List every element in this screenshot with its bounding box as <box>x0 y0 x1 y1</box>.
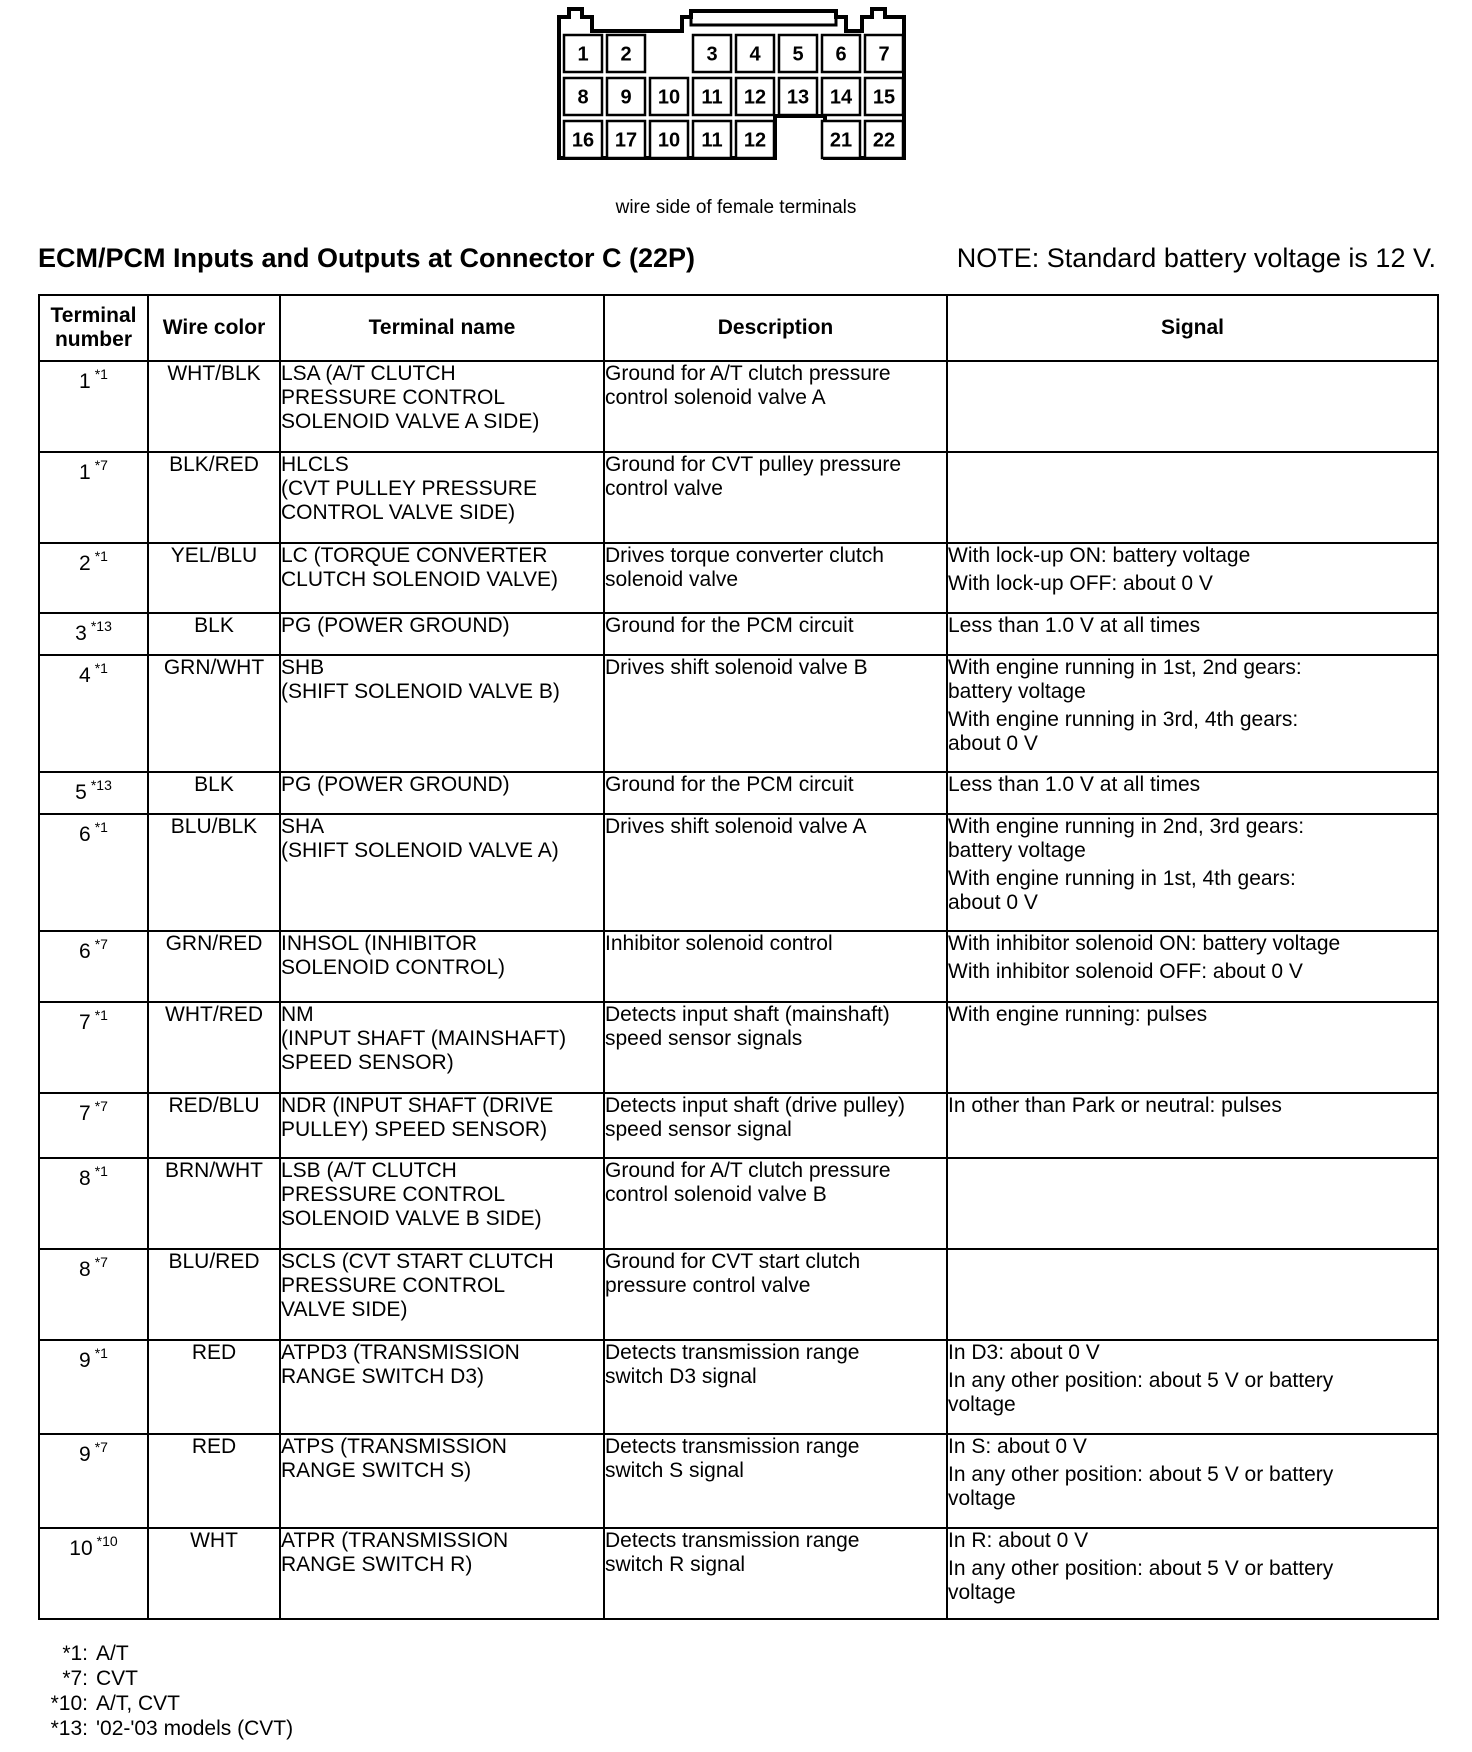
connector-pin <box>650 121 688 158</box>
connector-pin <box>650 78 688 115</box>
terminal-name-line: SOLENOID CONTROL) <box>281 956 506 979</box>
terminal-number-value: 2 <box>79 552 91 575</box>
wire-color: GRN/RED <box>148 931 280 1002</box>
description-line: solenoid valve <box>605 568 739 591</box>
terminal-name <box>280 1528 604 1619</box>
terminal-name-line: NM <box>281 1003 314 1026</box>
terminal-name <box>280 655 604 772</box>
terminal-name <box>280 1340 604 1434</box>
connector-pin <box>822 35 860 72</box>
table-row <box>39 1249 1438 1340</box>
terminal-name-line: HLCLS <box>281 453 349 476</box>
terminal-number-value: 1 <box>79 461 91 484</box>
signal <box>947 452 1438 543</box>
connector-pin <box>607 35 645 72</box>
description <box>604 1093 947 1158</box>
description-line: Drives torque converter clutch <box>605 544 884 567</box>
footnote-ref: *1 <box>94 366 108 382</box>
connector-pin <box>865 121 903 158</box>
terminal-name-line: SHA <box>281 815 325 838</box>
header-description: Description <box>604 295 947 361</box>
signal <box>947 1528 1438 1619</box>
signal <box>947 772 1438 814</box>
description-line: Detects transmission range <box>605 1435 860 1458</box>
footnote-item <box>38 1641 293 1666</box>
terminal-number-value: 6 <box>79 823 91 846</box>
connector-pin-label: 4 <box>749 43 761 66</box>
terminal-number <box>39 931 148 1002</box>
terminal-name-line: PULLEY) SPEED SENSOR) <box>281 1118 548 1141</box>
terminal-name <box>280 1158 604 1249</box>
description-line: control solenoid valve B <box>605 1183 827 1206</box>
connector-pin <box>779 78 817 115</box>
terminal-number <box>39 772 148 814</box>
footnote-key: *10: <box>50 1692 88 1715</box>
signal-line: In any other position: about 5 V or battery voltage <box>948 1557 1334 1604</box>
connector-pin <box>736 35 774 72</box>
terminal-number <box>39 814 148 931</box>
signal-line: With engine running in 2nd, 3rd gears: battery voltage <box>948 815 1305 862</box>
terminal-number-value: 7 <box>79 1102 91 1125</box>
footnote-ref: *1 <box>94 660 108 676</box>
terminal-number <box>39 361 148 452</box>
signal <box>947 1002 1438 1093</box>
terminal-number-value: 7 <box>79 1011 91 1034</box>
header-wire-color: Wire color <box>148 295 280 361</box>
terminal-number-value: 1 <box>79 370 91 393</box>
description <box>604 655 947 772</box>
table-row <box>39 1340 1438 1434</box>
description-line: Detects input shaft (drive pulley) <box>605 1094 905 1117</box>
wire-color: BLK <box>148 772 280 814</box>
description <box>604 613 947 655</box>
connector-pin <box>822 121 860 158</box>
connector-pin-label: 6 <box>835 43 847 66</box>
terminal-name-line: SOLENOID VALVE B SIDE) <box>281 1207 542 1230</box>
description-line: speed sensor signal <box>605 1118 792 1141</box>
connector-pin <box>822 78 860 115</box>
footnote-ref: *1 <box>94 548 108 564</box>
terminal-number-value: 3 <box>75 622 87 645</box>
battery-note: NOTE: Standard battery voltage is 12 V. <box>956 243 1436 273</box>
footnote-ref: *1 <box>94 1007 108 1023</box>
terminal-number-value: 8 <box>79 1258 91 1281</box>
terminal-name-line: (SHIFT SOLENOID VALVE A) <box>281 839 559 862</box>
terminal-number <box>39 1158 148 1249</box>
wire-color: RED/BLU <box>148 1093 280 1158</box>
signal-line: With engine running in 1st, 2nd gears: battery voltage <box>948 656 1302 703</box>
footnote-ref: *1 <box>94 1345 108 1361</box>
terminal-name-line: PRESSURE CONTROL <box>281 1274 506 1297</box>
description-line: Detects input shaft (mainshaft) <box>605 1003 890 1026</box>
connector-pin-label: 5 <box>792 43 804 66</box>
footnote-ref: *7 <box>94 1098 108 1114</box>
terminal-name-line: LSA (A/T CLUTCH <box>281 362 456 385</box>
footnote-ref: *13 <box>90 777 112 793</box>
terminal-name-line: CONTROL VALVE SIDE) <box>281 501 516 524</box>
footnote-text: '02-'03 models (CVT) <box>96 1717 294 1740</box>
terminal-number-value: 9 <box>79 1443 91 1466</box>
description-line: Ground for A/T clutch pressure <box>605 1159 891 1182</box>
table-row <box>39 1528 1438 1619</box>
footnote-item <box>38 1716 293 1741</box>
connector-pin <box>564 35 602 72</box>
description-line: Detects transmission range <box>605 1341 860 1364</box>
wire-color: WHT <box>148 1528 280 1619</box>
footnote-ref: *7 <box>94 457 108 473</box>
terminal-name-line: PG (POWER GROUND) <box>281 773 510 796</box>
description-line: Drives shift solenoid valve B <box>605 656 868 679</box>
terminal-name-line: PG (POWER GROUND) <box>281 614 510 637</box>
terminal-name-line: PRESSURE CONTROL <box>281 386 506 409</box>
description <box>604 772 947 814</box>
signal <box>947 613 1438 655</box>
terminal-name-line: CLUTCH SOLENOID VALVE) <box>281 568 558 591</box>
footnote-key: *7: <box>62 1667 88 1690</box>
description-line: switch D3 signal <box>605 1365 757 1388</box>
signal-line: In any other position: about 5 V or battery voltage <box>948 1369 1334 1416</box>
terminal-name <box>280 543 604 613</box>
table-row <box>39 543 1438 613</box>
signal-line: With inhibitor solenoid ON: battery voltage <box>948 932 1341 955</box>
terminal-name-line: (CVT PULLEY PRESSURE <box>281 477 537 500</box>
description-line: control solenoid valve A <box>605 386 826 409</box>
terminal-name <box>280 1434 604 1528</box>
terminal-name <box>280 452 604 543</box>
wire-color: YEL/BLU <box>148 543 280 613</box>
table-row <box>39 931 1438 1002</box>
signal-line: In R: about 0 V <box>948 1529 1089 1552</box>
description-line: control valve <box>605 477 723 500</box>
header-terminal-name: Terminal name <box>280 295 604 361</box>
description-line: Ground for CVT pulley pressure <box>605 453 902 476</box>
terminal-name-line: (INPUT SHAFT (MAINSHAFT) <box>281 1027 567 1050</box>
terminal-name-line: RANGE SWITCH R) <box>281 1553 473 1576</box>
terminal-number <box>39 655 148 772</box>
terminal-name-line: ATPD3 (TRANSMISSION <box>281 1341 520 1364</box>
terminal-number-value: 6 <box>79 940 91 963</box>
connector-pin <box>736 78 774 115</box>
table-row <box>39 1093 1438 1158</box>
connector-pin-label: 10 <box>657 129 681 152</box>
terminal-name-line: NDR (INPUT SHAFT (DRIVE <box>281 1094 554 1117</box>
description-line: Ground for the PCM circuit <box>605 773 854 796</box>
connector-pin-label: 21 <box>829 129 853 152</box>
connector-latch <box>691 11 836 25</box>
signal <box>947 655 1438 772</box>
header-signal: Signal <box>947 295 1438 361</box>
terminal-name-line: SPEED SENSOR) <box>281 1051 454 1074</box>
signal <box>947 931 1438 1002</box>
wire-color: RED <box>148 1434 280 1528</box>
connector-pin-label: 2 <box>620 43 632 66</box>
terminal-name <box>280 1002 604 1093</box>
wire-color: BLU/RED <box>148 1249 280 1340</box>
terminal-name-line: PRESSURE CONTROL <box>281 1183 506 1206</box>
connector-pin-label: 11 <box>701 86 723 109</box>
description <box>604 1002 947 1093</box>
footnote-item <box>38 1666 293 1691</box>
table-row <box>39 452 1438 543</box>
connector-pin <box>865 78 903 115</box>
footnote-text: A/T, CVT <box>96 1692 181 1715</box>
signal <box>947 1158 1438 1249</box>
terminal-number-value: 5 <box>75 781 87 804</box>
signal <box>947 814 1438 931</box>
terminal-name-line: ATPR (TRANSMISSION <box>281 1529 509 1552</box>
header-terminal-number: Terminal number <box>39 295 148 361</box>
signal <box>947 1434 1438 1528</box>
terminal-number-value: 9 <box>79 1349 91 1372</box>
footnote-item <box>38 1691 293 1716</box>
signal-line: With lock-up ON: battery voltage <box>948 544 1251 567</box>
connector-pin <box>607 121 645 158</box>
connector-pin <box>693 35 731 72</box>
connector-pin-label: 22 <box>872 129 896 152</box>
description-line: switch S signal <box>605 1459 744 1482</box>
connector-pin <box>607 78 645 115</box>
connector-pin-label: 12 <box>743 129 767 152</box>
description-line: Detects transmission range <box>605 1529 860 1552</box>
description <box>604 1158 947 1249</box>
connector-pin <box>736 121 774 158</box>
footnote-ref: *7 <box>94 1254 108 1270</box>
terminal-name-line: LC (TORQUE CONVERTER <box>281 544 548 567</box>
terminal-name <box>280 772 604 814</box>
terminal-name-line: SCLS (CVT START CLUTCH <box>281 1250 554 1273</box>
signal-line: With lock-up OFF: about 0 V <box>948 572 1213 595</box>
signal-line: With inhibitor solenoid OFF: about 0 V <box>948 960 1303 983</box>
terminal-name-line: RANGE SWITCH S) <box>281 1459 472 1482</box>
signal-line: With engine running: pulses <box>948 1003 1208 1026</box>
terminal-name-line: SHB <box>281 656 325 679</box>
description-line: Ground for the PCM circuit <box>605 614 854 637</box>
signal <box>947 361 1438 452</box>
description-line: Inhibitor solenoid control <box>605 932 833 955</box>
footnote-text: A/T <box>96 1642 129 1665</box>
wire-color: BLU/BLK <box>148 814 280 931</box>
footnotes <box>38 1641 293 1741</box>
description <box>604 931 947 1002</box>
description <box>604 1340 947 1434</box>
connector-pin-label: 16 <box>571 129 595 152</box>
footnote-ref: *13 <box>90 618 112 634</box>
signal <box>947 1093 1438 1158</box>
table-row <box>39 361 1438 452</box>
footnote-key: *13: <box>50 1717 88 1740</box>
signal-line: Less than 1.0 V at all times <box>948 614 1201 637</box>
footnote-ref: *1 <box>94 1163 108 1179</box>
description-line: Ground for A/T clutch pressure <box>605 362 891 385</box>
table-row <box>39 1002 1438 1093</box>
description-line: switch R signal <box>605 1553 746 1576</box>
signal-line: In any other position: about 5 V or battery voltage <box>948 1463 1334 1510</box>
footnote-ref: *7 <box>94 1439 108 1455</box>
terminal-number <box>39 543 148 613</box>
wire-color: BRN/WHT <box>148 1158 280 1249</box>
connector-pin-label: 9 <box>620 86 632 109</box>
signal <box>947 1249 1438 1340</box>
connector-pin-label: 13 <box>786 86 810 109</box>
footnote-text: CVT <box>96 1667 138 1690</box>
terminal-number-value: 10 <box>69 1537 93 1560</box>
wire-color: BLK <box>148 613 280 655</box>
connector-pin <box>693 78 731 115</box>
description <box>604 1249 947 1340</box>
wire-color: GRN/WHT <box>148 655 280 772</box>
connector-pin-label: 14 <box>829 86 853 109</box>
terminal-name-line: VALVE SIDE) <box>281 1298 408 1321</box>
table-row <box>39 1158 1438 1249</box>
description-line: Ground for CVT start clutch <box>605 1250 861 1273</box>
terminal-name-line: ATPS (TRANSMISSION <box>281 1435 507 1458</box>
wire-color: WHT/RED <box>148 1002 280 1093</box>
table-row <box>39 1434 1438 1528</box>
connector-pin <box>865 35 903 72</box>
connector-pin-label: 15 <box>872 86 896 109</box>
terminal-name <box>280 931 604 1002</box>
connector-caption: wire side of female terminals <box>615 197 857 218</box>
connector-pin-label: 11 <box>701 129 723 152</box>
terminal-number <box>39 1002 148 1093</box>
terminal-name <box>280 361 604 452</box>
table-row <box>39 772 1438 814</box>
signal-line: With engine running in 3rd, 4th gears: about 0 V <box>948 708 1299 755</box>
connector-pin <box>779 35 817 72</box>
signal <box>947 543 1438 613</box>
description <box>604 814 947 931</box>
connector-pin <box>693 121 731 158</box>
terminal-name-line: RANGE SWITCH D3) <box>281 1365 485 1388</box>
table-row <box>39 613 1438 655</box>
description-line: pressure control valve <box>605 1274 811 1297</box>
terminal-number <box>39 452 148 543</box>
connector-pin <box>564 121 602 158</box>
connector-pin-label: 3 <box>706 43 718 66</box>
terminal-name <box>280 613 604 655</box>
terminal-name-line: (SHIFT SOLENOID VALVE B) <box>281 680 560 703</box>
footnote-ref: *7 <box>94 936 108 952</box>
connector-pin-label: 12 <box>743 86 767 109</box>
terminal-number <box>39 1249 148 1340</box>
description <box>604 361 947 452</box>
terminal-name-line: SOLENOID VALVE A SIDE) <box>281 410 540 433</box>
connector-pin-label: 10 <box>657 86 681 109</box>
terminal-number <box>39 1093 148 1158</box>
terminal-number <box>39 1434 148 1528</box>
description-line: speed sensor signals <box>605 1027 803 1050</box>
table-row <box>39 655 1438 772</box>
terminal-name <box>280 1093 604 1158</box>
terminal-name <box>280 1249 604 1340</box>
signal-line: In S: about 0 V <box>948 1435 1087 1458</box>
signal-line: In other than Park or neutral: pulses <box>948 1094 1282 1117</box>
signal-line: In D3: about 0 V <box>948 1341 1100 1364</box>
terminal-number-value: 4 <box>79 664 91 687</box>
connector-pin <box>564 78 602 115</box>
signal-line: Less than 1.0 V at all times <box>948 773 1201 796</box>
description <box>604 452 947 543</box>
description-line: Drives shift solenoid valve A <box>605 815 867 838</box>
connector-pin-label: 1 <box>577 43 589 66</box>
connector-diagram <box>556 6 916 166</box>
terminal-name-line: INHSOL (INHIBITOR <box>281 932 478 955</box>
page-title: ECM/PCM Inputs and Outputs at Connector C (22P) <box>38 243 696 273</box>
terminal-number <box>39 1528 148 1619</box>
terminal-number <box>39 613 148 655</box>
wire-color: RED <box>148 1340 280 1434</box>
wire-color: BLK/RED <box>148 452 280 543</box>
description <box>604 543 947 613</box>
signal <box>947 1340 1438 1434</box>
connector-pin-label: 8 <box>577 86 589 109</box>
terminal-name-line: LSB (A/T CLUTCH <box>281 1159 457 1182</box>
connector-pin-label: 17 <box>614 129 638 152</box>
description <box>604 1434 947 1528</box>
terminal-name <box>280 814 604 931</box>
description <box>604 1528 947 1619</box>
footnote-key: *1: <box>62 1642 88 1665</box>
connector-pin-label: 7 <box>878 43 890 66</box>
table-row <box>39 814 1438 931</box>
terminal-table <box>38 294 1439 1620</box>
signal-line: With engine running in 1st, 4th gears: about 0 V <box>948 867 1296 914</box>
terminal-number <box>39 1340 148 1434</box>
footnote-ref: *10 <box>96 1533 118 1549</box>
terminal-number-value: 8 <box>79 1167 91 1190</box>
wire-color: WHT/BLK <box>148 361 280 452</box>
table-header-row <box>39 295 1438 361</box>
footnote-ref: *1 <box>94 819 108 835</box>
